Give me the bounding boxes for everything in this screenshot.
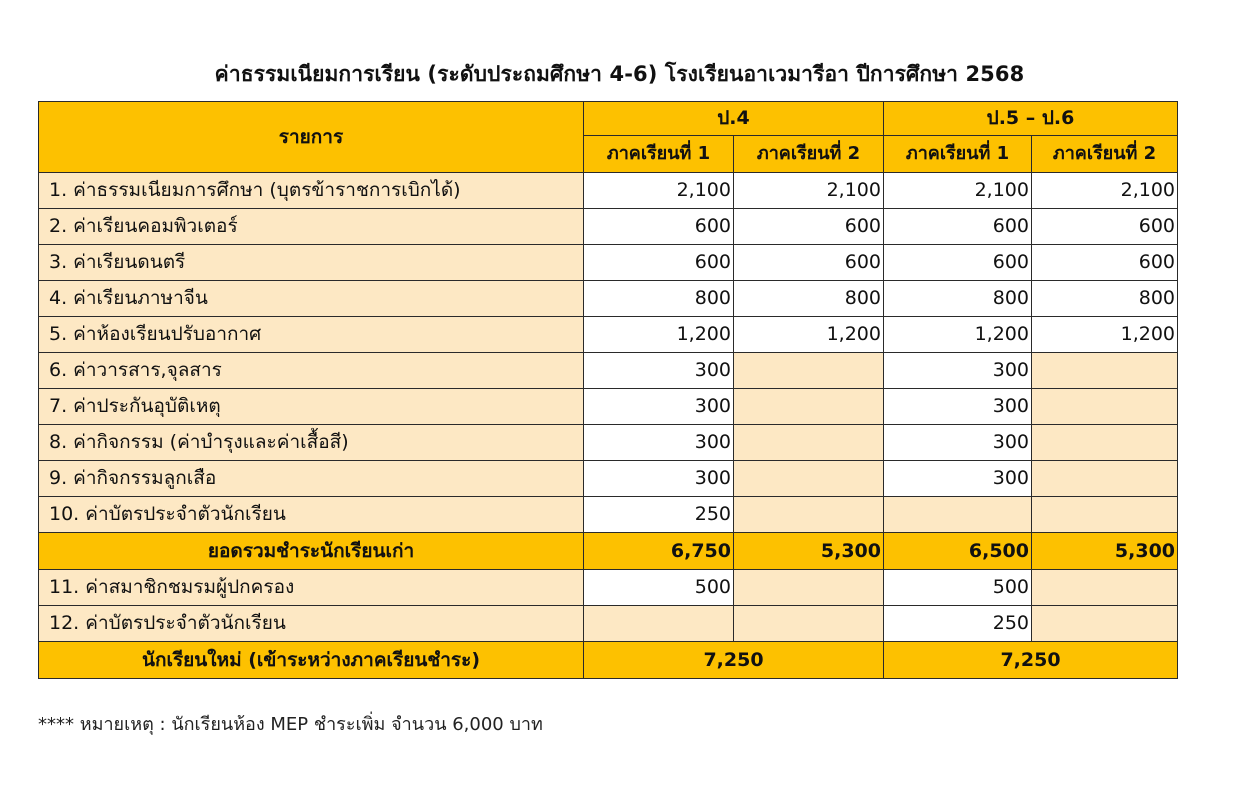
total-row xyxy=(39,642,1178,679)
cell-p56-sem2 xyxy=(1032,606,1178,642)
row-label: 8. ค่ากิจกรรม (ค่าบำรุงและค่าเสื้อสี) xyxy=(39,425,584,461)
cell-p56-sem2 xyxy=(1032,570,1178,606)
cell-p56-sem1 xyxy=(884,497,1032,533)
footnote: **** หมายเหตุ : นักเรียนห้อง MEP ชำระเพิ่ม จำนวน 6,000 บาท xyxy=(38,714,543,735)
row-label: 3. ค่าเรียนดนตรี xyxy=(39,245,584,281)
total-label: นักเรียนใหม่ (เข้าระหว่างภาคเรียนชำระ) xyxy=(39,642,584,679)
cell-p4-sem2: 2,100 xyxy=(734,173,884,209)
cell-p4-sem1: 1,200 xyxy=(584,317,734,353)
page-title: ค่าธรรมเนียมการเรียน (ระดับประถมศึกษา 4-6) โรงเรียนอาเวมารีอา ปีการศึกษา 2568 xyxy=(214,62,1025,86)
cell-p4-sem1: 300 xyxy=(584,461,734,497)
table-row xyxy=(39,570,1178,606)
cell-p4-sem2 xyxy=(734,461,884,497)
row-label: 7. ค่าประกันอุบัติเหตุ xyxy=(39,389,584,425)
cell-p4-sem2 xyxy=(734,389,884,425)
cell-p4-sem2 xyxy=(734,606,884,642)
table-row xyxy=(39,425,1178,461)
cell-p56-sem1: 500 xyxy=(884,570,1032,606)
subtotal-p56-sem2: 5,300 xyxy=(1032,533,1178,570)
table-row xyxy=(39,606,1178,642)
row-label: 2. ค่าเรียนคอมพิวเตอร์ xyxy=(39,209,584,245)
cell-p4-sem2 xyxy=(734,497,884,533)
header-group-p5-p6: ป.5 – ป.6 xyxy=(884,102,1178,136)
cell-p56-sem1: 800 xyxy=(884,281,1032,317)
cell-p56-sem1: 300 xyxy=(884,461,1032,497)
row-label: 9. ค่ากิจกรรมลูกเสือ xyxy=(39,461,584,497)
cell-p56-sem2: 600 xyxy=(1032,245,1178,281)
table-row xyxy=(39,497,1178,533)
cell-p56-sem2 xyxy=(1032,425,1178,461)
cell-p56-sem1: 300 xyxy=(884,389,1032,425)
total-section xyxy=(39,642,1178,679)
header-p56-sem2: ภาคเรียนที่ 2 xyxy=(1032,136,1178,173)
cell-p56-sem2: 600 xyxy=(1032,209,1178,245)
cell-p56-sem1: 250 xyxy=(884,606,1032,642)
cell-p56-sem2 xyxy=(1032,461,1178,497)
cell-p4-sem2: 1,200 xyxy=(734,317,884,353)
cell-p56-sem1: 300 xyxy=(884,425,1032,461)
cell-p4-sem2: 600 xyxy=(734,209,884,245)
table-row xyxy=(39,281,1178,317)
subtotal-row xyxy=(39,533,1178,570)
cell-p4-sem2 xyxy=(734,353,884,389)
table-row xyxy=(39,461,1178,497)
row-label: 6. ค่าวารสาร,จุลสาร xyxy=(39,353,584,389)
table-row xyxy=(39,353,1178,389)
row-label: 11. ค่าสมาชิกชมรมผู้ปกครอง xyxy=(39,570,584,606)
cell-p4-sem2: 800 xyxy=(734,281,884,317)
table-row xyxy=(39,317,1178,353)
row-label: 10. ค่าบัตรประจำตัวนักเรียน xyxy=(39,497,584,533)
table-row xyxy=(39,209,1178,245)
subtotal-p56-sem1: 6,500 xyxy=(884,533,1032,570)
cell-p56-sem2: 2,100 xyxy=(1032,173,1178,209)
row-label: 4. ค่าเรียนภาษาจีน xyxy=(39,281,584,317)
cell-p4-sem1 xyxy=(584,606,734,642)
header-p4-sem2: ภาคเรียนที่ 2 xyxy=(734,136,884,173)
header-group-p4: ป.4 xyxy=(584,102,884,136)
header-row-groups xyxy=(39,102,1178,136)
table-row xyxy=(39,389,1178,425)
cell-p56-sem1: 2,100 xyxy=(884,173,1032,209)
cell-p4-sem1: 300 xyxy=(584,425,734,461)
row-label: 5. ค่าห้องเรียนปรับอากาศ xyxy=(39,317,584,353)
cell-p56-sem2 xyxy=(1032,353,1178,389)
cell-p56-sem2: 1,200 xyxy=(1032,317,1178,353)
cell-p4-sem1: 800 xyxy=(584,281,734,317)
cell-p4-sem1: 2,100 xyxy=(584,173,734,209)
subtotal-label: ยอดรวมชำระนักเรียนเก่า xyxy=(39,533,584,570)
total-p5-p6: 7,250 xyxy=(884,642,1178,679)
cell-p4-sem1: 600 xyxy=(584,245,734,281)
table-row xyxy=(39,173,1178,209)
cell-p4-sem2 xyxy=(734,425,884,461)
cell-p4-sem1: 300 xyxy=(584,353,734,389)
cell-p56-sem2 xyxy=(1032,497,1178,533)
subtotal-section xyxy=(39,533,1178,570)
header-p56-sem1: ภาคเรียนที่ 1 xyxy=(884,136,1032,173)
fee-items xyxy=(39,173,1178,533)
cell-p56-sem1: 600 xyxy=(884,245,1032,281)
cell-p4-sem2 xyxy=(734,570,884,606)
new-student-items xyxy=(39,570,1178,642)
cell-p56-sem1: 300 xyxy=(884,353,1032,389)
subtotal-p4-sem2: 5,300 xyxy=(734,533,884,570)
cell-p4-sem1: 500 xyxy=(584,570,734,606)
cell-p4-sem1: 250 xyxy=(584,497,734,533)
cell-p4-sem2: 600 xyxy=(734,245,884,281)
subtotal-p4-sem1: 6,750 xyxy=(584,533,734,570)
row-label: 12. ค่าบัตรประจำตัวนักเรียน xyxy=(39,606,584,642)
header-item: รายการ xyxy=(39,102,584,173)
header-p4-sem1: ภาคเรียนที่ 1 xyxy=(584,136,734,173)
cell-p56-sem2: 800 xyxy=(1032,281,1178,317)
cell-p56-sem1: 600 xyxy=(884,209,1032,245)
table-row xyxy=(39,245,1178,281)
cell-p56-sem1: 1,200 xyxy=(884,317,1032,353)
cell-p4-sem1: 600 xyxy=(584,209,734,245)
cell-p56-sem2 xyxy=(1032,389,1178,425)
fee-table xyxy=(38,101,1178,679)
cell-p4-sem1: 300 xyxy=(584,389,734,425)
total-p4: 7,250 xyxy=(584,642,884,679)
row-label: 1. ค่าธรรมเนียมการศึกษา (บุตรข้าราชการเบิกได้) xyxy=(39,173,584,209)
